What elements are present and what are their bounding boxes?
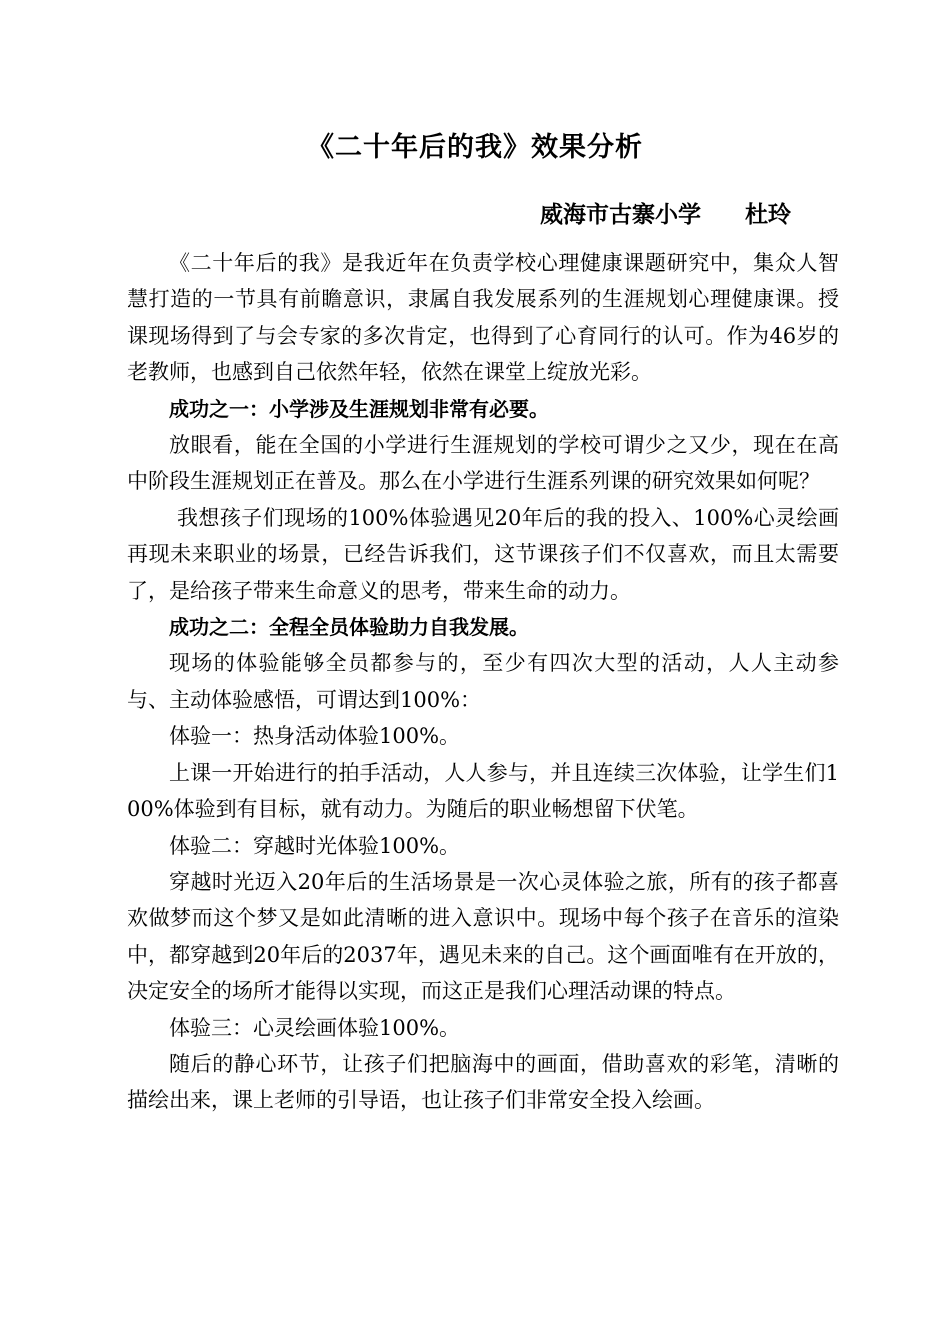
paragraph: 体验一：热身活动体验100%。	[169, 724, 461, 749]
section-heading: 成功之一：小学涉及生涯规划非常有必要。	[169, 396, 549, 421]
paragraph: 放眼看，能在全国的小学进行生涯规划的学校可谓少之又少，现在在高中阶段生涯规划正在普及。那么在小学进行生涯系列课的研究效果如何呢？	[127, 433, 839, 494]
author-school: 威海市古寨小学	[540, 201, 701, 228]
paragraph: 穿越时光迈入20年后的生活场景是一次心灵体验之旅，所有的孩子都喜欢做梦而这个梦又是如此清晰的进入意识中。现场中每个孩子在音乐的渲染中，都穿越到20年后的2037年，遇见未来的自己。这个画面唯有在开放的，决定安全的场所才能得以实现，而这正是我们心理活动课的特点。	[127, 869, 839, 1004]
section-heading: 成功之二：全程全员体验助力自我发展。	[169, 615, 529, 640]
document-body	[127, 245, 839, 1119]
paragraph: 上课一开始进行的拍手活动，人人参与，并且连续三次体验，让学生们100%体验到有目标，就有动力。为随后的职业畅想留下伏笔。	[127, 760, 839, 822]
paragraph: 我想孩子们现场的100%体验遇见20年后的我的投入、100%心灵绘画再现未来职业的场景，已经告诉我们，这节课孩子们不仅喜欢，而且太需要了，是给孩子带来生命意义的思考，带来生命的动力。	[127, 505, 839, 603]
paragraph: 体验二：穿越时光体验100%。	[169, 833, 461, 858]
paragraph: 《二十年后的我》是我近年在负责学校心理健康课题研究中，集众人智慧打造的一节具有前瞻意识，隶属自我发展系列的生涯规划心理健康课。授课现场得到了与会专家的多次肯定，也得到了心育同行的认可。作为46岁的老教师，也感到自己依然年轻，依然在课堂上绽放光彩。	[127, 251, 839, 385]
document-title: 《二十年后的我》效果分析	[307, 132, 643, 163]
author-line	[540, 197, 791, 233]
paragraph: 现场的体验能够全员都参与的，至少有四次大型的活动，人人主动参与、主动体验感悟，可谓达到100%：	[127, 651, 839, 712]
paragraph: 随后的静心环节，让孩子们把脑海中的画面，借助喜欢的彩笔，清晰的描绘出来，课上老师的引导语，也让孩子们非常安全投入绘画。	[127, 1051, 839, 1113]
author-name: 杜玲	[745, 201, 791, 228]
paragraph: 体验三：心灵绘画体验100%。	[169, 1015, 461, 1040]
